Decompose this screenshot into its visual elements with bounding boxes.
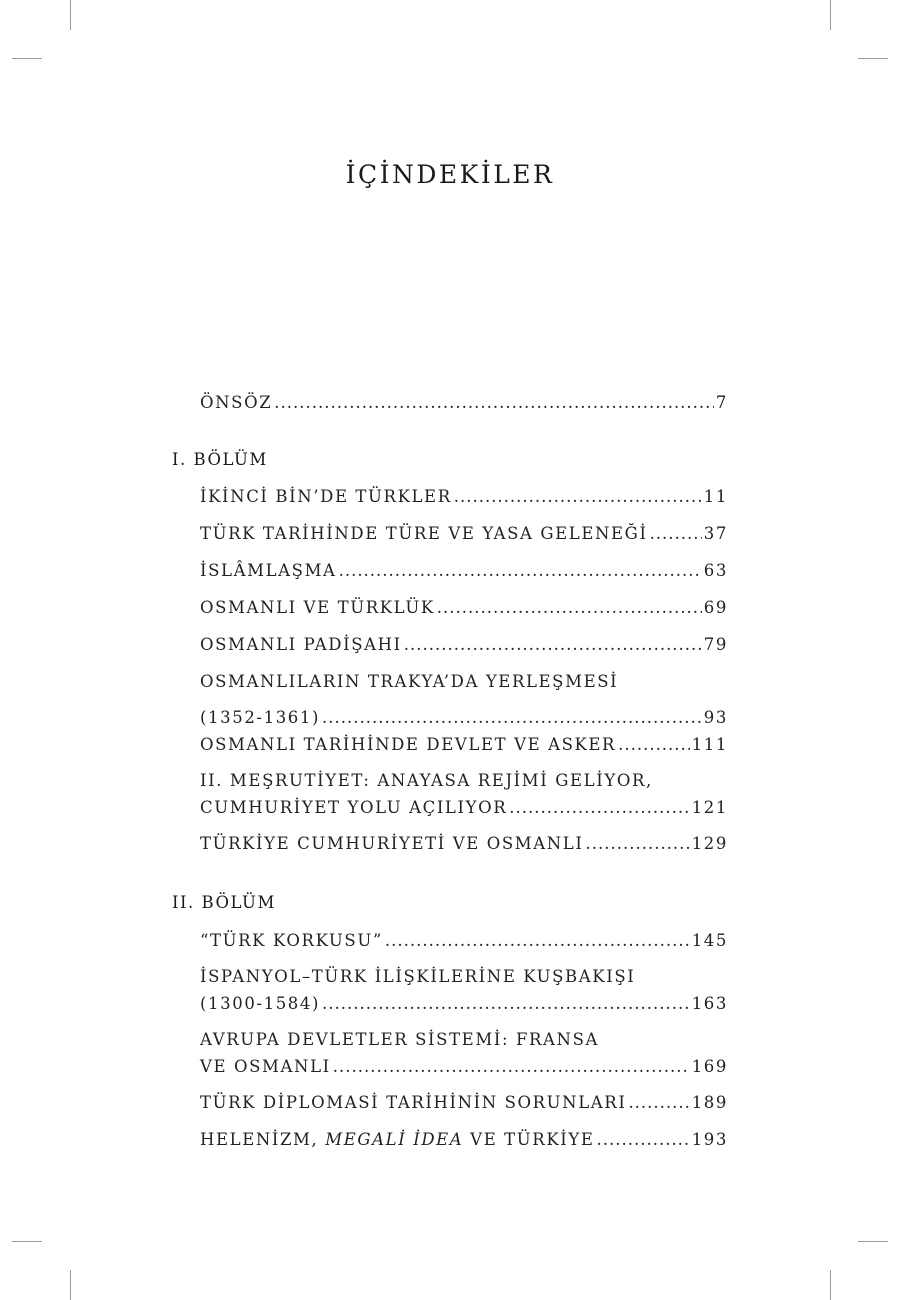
section-heading-1: I. BÖLÜM bbox=[172, 450, 268, 469]
toc-entry-page: 79 bbox=[703, 635, 728, 654]
toc-entry bbox=[200, 483, 728, 510]
toc-entry-text: OSMANLI PADİŞAHI bbox=[200, 635, 402, 654]
toc-entry-text: VE OSMANLI bbox=[200, 1057, 331, 1076]
toc-entry-text: (1352-1361) bbox=[200, 708, 321, 727]
toc-entry-page: 63 bbox=[703, 561, 728, 580]
toc-entry-text: İKİNCİ BİN’DE TÜRKLER bbox=[200, 487, 452, 506]
toc-entry bbox=[200, 1026, 728, 1080]
toc-entry-text: “TÜRK KORKUSU” bbox=[200, 931, 383, 950]
crop-mark-right-upper bbox=[858, 58, 888, 59]
toc-entry bbox=[200, 927, 728, 954]
toc-entry bbox=[200, 731, 728, 758]
toc-entry bbox=[200, 594, 728, 621]
toc-entry bbox=[200, 1089, 728, 1116]
toc-entry-text: TÜRKİYE CUMHURİYETİ VE OSMANLI bbox=[200, 834, 584, 853]
toc-entry-text: OSMANLI TARİHİNDE DEVLET VE ASKER bbox=[200, 735, 617, 754]
toc-entry-page: 111 bbox=[691, 735, 728, 754]
toc-entry-page: 193 bbox=[691, 1130, 728, 1149]
toc-entry bbox=[200, 830, 728, 857]
toc-entry-page: 189 bbox=[691, 1093, 728, 1112]
toc-entry-text: AVRUPA DEVLETLER SİSTEMİ: FRANSA bbox=[200, 1030, 599, 1049]
toc-entry bbox=[200, 631, 728, 658]
toc-entry-page: 37 bbox=[703, 524, 728, 543]
crop-mark-left-lower bbox=[12, 1241, 42, 1242]
toc-entry bbox=[200, 668, 728, 731]
toc-entry-text: TÜRK TARİHİNDE TÜRE VE YASA GELENEĞİ bbox=[200, 524, 648, 543]
toc-entry-text: OSMANLILARIN TRAKYA’DA YERLEŞMESİ bbox=[200, 672, 619, 691]
crop-mark-left-upper bbox=[12, 58, 42, 59]
page-title: İÇİNDEKİLER bbox=[345, 160, 555, 189]
toc-entry-text: II. MEŞRUTİYET: ANAYASA REJİMİ GELİYOR, bbox=[200, 771, 653, 790]
crop-mark-right-lower bbox=[858, 1241, 888, 1242]
toc-entry-page: 69 bbox=[703, 598, 728, 617]
section-heading-2: II. BÖLÜM bbox=[172, 893, 276, 912]
toc-entry-text: (1300-1584) bbox=[200, 994, 321, 1013]
crop-mark-top-left bbox=[70, 0, 71, 30]
toc-entry-page: 145 bbox=[691, 931, 728, 950]
toc-entry-page: 129 bbox=[691, 834, 728, 853]
toc-entry-text: İSLÂMLAŞMA bbox=[200, 561, 337, 580]
toc-entry-page: 11 bbox=[703, 487, 728, 506]
toc-entry-page: 163 bbox=[691, 994, 728, 1013]
toc-entry bbox=[200, 963, 728, 1017]
toc-entry-text: İSPANYOL–TÜRK İLİŞKİLERİNE KUŞBAKIŞI bbox=[200, 967, 636, 986]
crop-mark-bottom-right bbox=[830, 1270, 831, 1300]
toc-entry bbox=[200, 767, 728, 821]
crop-mark-top-right bbox=[830, 0, 831, 30]
toc-entry-preface bbox=[200, 389, 728, 416]
toc-entry-page: 7 bbox=[715, 393, 728, 412]
crop-mark-bottom-left bbox=[70, 1270, 71, 1300]
toc-entry-text: CUMHURİYET YOLU AÇILIYOR bbox=[200, 798, 508, 817]
toc-entry bbox=[200, 557, 728, 584]
toc-entry-page: 121 bbox=[691, 798, 728, 817]
toc-entry-text: TÜRK DİPLOMASİ TARİHİNİN SORUNLARI bbox=[200, 1093, 627, 1112]
toc-entry-text: ÖNSÖZ bbox=[200, 393, 273, 412]
toc-entry-text: HELENİZM, MEGALİ İDEA VE TÜRKİYE bbox=[200, 1130, 595, 1149]
toc-entry-page: 93 bbox=[703, 708, 728, 727]
toc-entry bbox=[200, 1126, 728, 1153]
italic-term: MEGALİ İDEA bbox=[325, 1130, 464, 1149]
toc-entry bbox=[200, 520, 728, 547]
toc-entry-page: 169 bbox=[691, 1057, 728, 1076]
toc-entry-text: OSMANLI VE TÜRKLÜK bbox=[200, 598, 435, 617]
